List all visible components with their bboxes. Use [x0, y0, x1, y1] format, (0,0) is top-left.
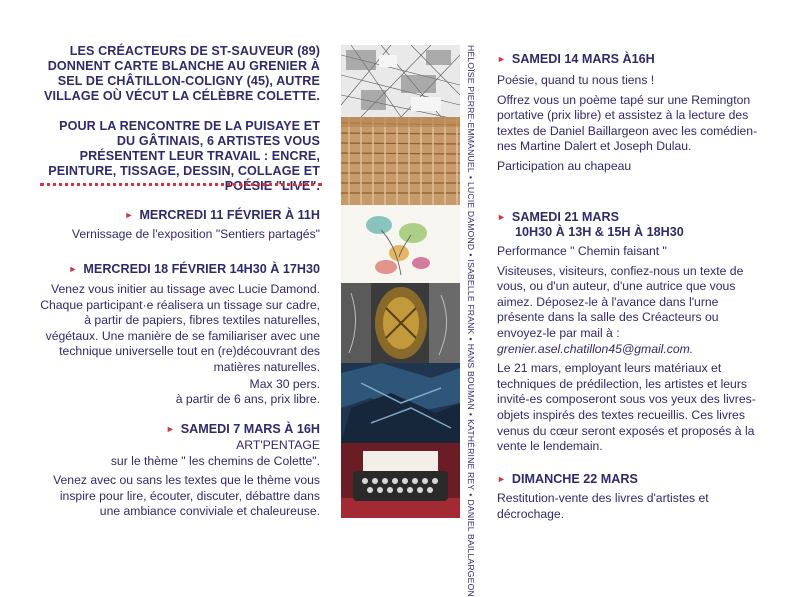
event-mar-7 [40, 422, 320, 520]
artist-name: ISABELLE FRANK [466, 259, 476, 335]
artwork-weaving [341, 117, 460, 205]
event-feb-18 [40, 262, 320, 408]
event-age-price: à partir de 6 ans, prix libre. [175, 392, 320, 407]
triangle-bullet-icon: ► [68, 264, 78, 274]
triangle-bullet-icon: ► [165, 424, 175, 434]
artist-names-vertical: HÉLOÏSE PIERRE-EMMANUEL•LUCIE DAMOND•ISABELLE FRANK•HANS BOUMAN•KATHÉRINE REY•DANIEL BAILLARGEON [466, 45, 476, 597]
triangle-bullet-icon: ► [497, 212, 506, 222]
event-title: SAMEDI 21 MARS [511, 210, 619, 224]
event-description: Offrez vous un poème tapé sur une Remington portative (prix libre) et assistez à la lecture des textes de Daniel Baillargeon avec les comédien-nes Martine Dalert et Joseph Dulau. [497, 92, 758, 154]
event-title: SAMEDI 14 MARS À16H [511, 52, 655, 66]
event-title: MERCREDI 18 FÉVRIER 14H30 À 17H30 [83, 262, 320, 276]
artist-name: KATHÉRINE REY [466, 419, 476, 491]
artist-name: DANIEL BAILLARGEON [466, 499, 476, 597]
event-mar-22 [497, 472, 767, 522]
intro-paragraph-1: LES CRÉACTEURS DE ST-SAUVEUR (89) DONNENT CARTE BLANCHE AU GRENIER À SEL DE CHÂTILLON-COLIGNY (45), AUTRE VILLAGE OÙ VÉCUT LA CÉLÈBRE COLETTE. [43, 44, 320, 103]
event-description: Vernissage de l'exposition "Sentiers partagés" [71, 227, 320, 241]
event-subtitle: Performance " Chemin faisant " [497, 244, 667, 258]
event-hours: 10H30 À 13H & 15H À 18H30 [515, 225, 684, 239]
artist-name: HANS BOUMAN [466, 343, 476, 410]
artwork-ink-drawing [341, 45, 460, 117]
event-title: MERCREDI 11 FÉVRIER À 11H [139, 208, 320, 222]
event-details: Le 21 mars, employant leurs matériaux et techniques de prédilection, les artistes et leurs invité-es composeront sous vos yeux des livres-objets inspirés des textes recueillis. Ces livres venus du cœur seront exposés et proposés à la vente le lendemain. [497, 361, 756, 454]
contact-email[interactable]: grenier.asel.chatillon45@gmail.com. [497, 341, 694, 356]
artwork-blue-painting [341, 363, 460, 443]
event-theme: sur le thème " les chemins de Colette". [110, 453, 320, 468]
artwork-image-strip [341, 45, 460, 518]
triangle-bullet-icon: ► [124, 210, 134, 220]
event-mar-14 [497, 52, 767, 175]
triangle-bullet-icon: ► [497, 474, 506, 484]
event-description: Venez avec ou sans les textes que le thème vous inspire pour lire, écouter, discuter, débattre dans une ambiance conviviale et chaleureuse. [53, 473, 320, 519]
event-mar-21 [497, 210, 767, 455]
event-title: DIMANCHE 22 MARS [511, 472, 638, 486]
event-feb-11 [40, 208, 320, 243]
event-name: ART'PENTAGE [236, 438, 320, 452]
artwork-collage [341, 283, 460, 363]
event-price: Participation au chapeau [497, 158, 632, 173]
event-capacity: Max 30 pers. [249, 376, 320, 391]
dotted-divider [40, 183, 322, 186]
artist-name: HÉLOÏSE PIERRE-EMMANUEL [466, 45, 476, 173]
intro-paragraph-2: POUR LA RENCONTRE DE LA PUISAYE ET DU GÂTINAIS, 6 ARTISTES VOUS PRÉSENTENT LEUR TRAVAIL : ENCRE, PEINTURE, TISSAGE, DESSIN, COLLAGE ET POÉSIE "LIVE". [48, 119, 320, 193]
artwork-typewriter [341, 443, 460, 518]
triangle-bullet-icon: ► [497, 54, 506, 64]
event-description: Restitution-vente des livres d'artistes et décrochage. [497, 491, 709, 521]
event-subtitle: Poésie, quand tu nous tiens ! [497, 73, 655, 87]
event-description: Venez vous initier au tissage avec Lucie Damond. Chaque participant·e réalisera un tissage sur cadre, à partir de papiers, fibres textiles naturelles, végétaux. Une manière de se familiariser avec une technique universelle tout en (re)découvrant des matières naturelles. [40, 282, 320, 374]
event-title: SAMEDI 7 MARS À 16H [180, 422, 320, 436]
artist-name: LUCIE DAMOND [466, 182, 476, 251]
artwork-watercolor [341, 205, 460, 283]
event-description: Visiteuses, visiteurs, confiez-nous un texte de vous, ou d'un auteur, d'une autrice que vous aimez. Déposez-le à l'avance dans l'urne présente dans la salle des Créacteurs ou envoyez-le par mail à : [497, 263, 744, 340]
